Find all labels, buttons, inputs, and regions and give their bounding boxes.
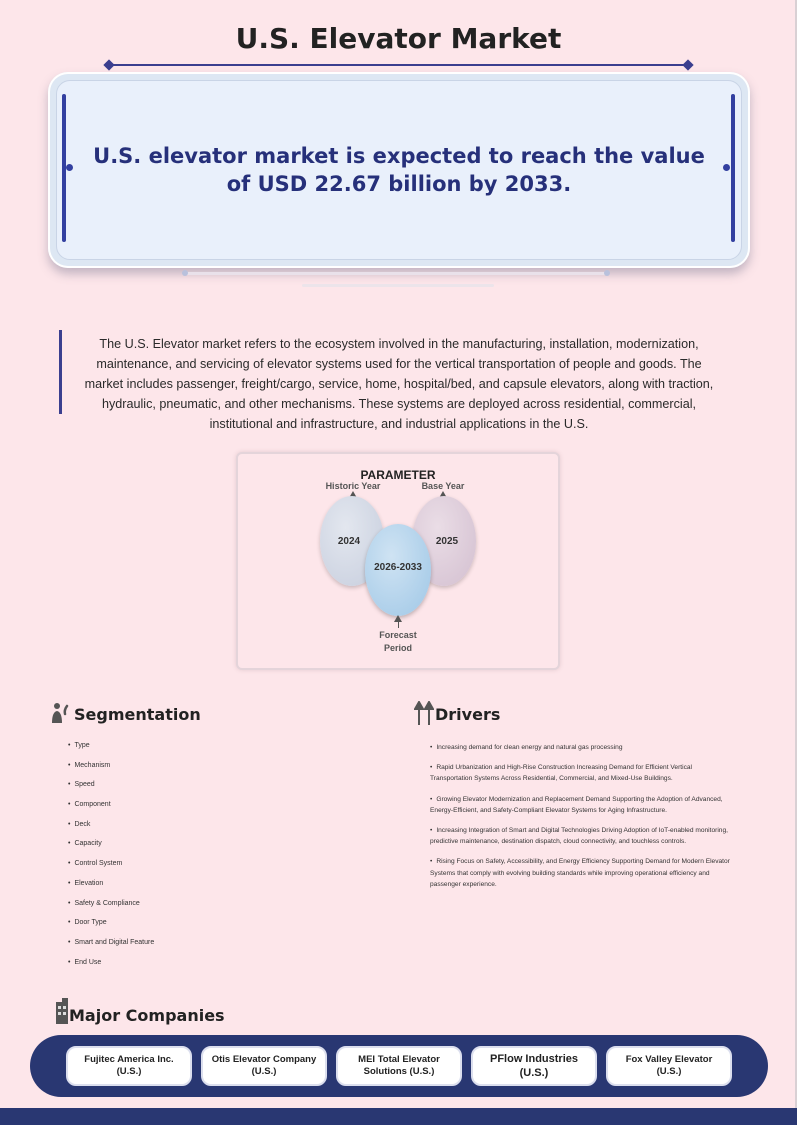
- list-item: • Type: [68, 742, 368, 762]
- historic-year-label: Historic Year: [325, 481, 381, 491]
- forecast-arrow-stem: [398, 621, 399, 628]
- list-item: • Mechanism: [68, 762, 368, 782]
- headline-right-bar: [731, 94, 735, 242]
- list-item: • Speed: [68, 781, 368, 801]
- up-arrows-icon: [414, 701, 434, 725]
- headline-underline-short: [302, 284, 494, 287]
- base-year-value: 2025: [435, 535, 459, 547]
- headline-underline-right-dot: [604, 270, 610, 276]
- company-card: PFlow Industries (U.S.): [471, 1046, 597, 1086]
- company-card: Otis Elevator Company (U.S.): [201, 1046, 327, 1086]
- building-icon: [54, 998, 70, 1024]
- list-item: • Growing Elevator Modernization and Replacement Demand Supporting the Adoption of Advanced, Energy-Efficient, and Safety-Compliant Elevator Systems for Aging Infrastructure.: [430, 794, 730, 816]
- historic-year-value: 2024: [337, 535, 361, 547]
- drivers-list: [430, 742, 730, 899]
- title-rule: [108, 64, 690, 66]
- company-card: Fox Valley Elevator (U.S.): [606, 1046, 732, 1086]
- segmentation-heading: Segmentation: [74, 705, 201, 724]
- list-item: • Smart and Digital Feature: [68, 939, 368, 959]
- headline-underline-left-dot: [182, 270, 188, 276]
- base-year-label: Base Year: [421, 481, 465, 491]
- drivers-heading: Drivers: [435, 705, 501, 724]
- page-title: U.S. Elevator Market: [235, 22, 562, 55]
- title-rule-right-diamond: [682, 59, 693, 70]
- headline-underline: [184, 272, 608, 275]
- list-item: • Component: [68, 801, 368, 821]
- headline-text: U.S. elevator market is expected to reach the value of USD 22.67 billion by 2033.: [93, 144, 705, 196]
- list-item: • Elevation: [68, 880, 368, 900]
- company-card: Fujitec America Inc. (U.S.): [66, 1046, 192, 1086]
- list-item: • Rapid Urbanization and High-Rise Construction Increasing Demand for Efficient Vertical Transportation Systems Across Residential, Commercial, and Mixed-Use Buildings.: [430, 762, 730, 784]
- headline-right-dot: [723, 164, 730, 171]
- companies-heading: Major Companies: [69, 1006, 225, 1025]
- forecast-period-circle: [365, 524, 431, 616]
- forecast-period-label: Forecast Period: [379, 630, 417, 653]
- market-description: The U.S. Elevator market refers to the ecosystem involved in the manufacturing, installation, modernization, maintenance, and servicing of elevator systems used for the vertical transportation of people and goods. The market includes passenger, freight/cargo, service, home, hospital/bed, and capsule elevators, along with traction, hydraulic, pneumatic, and other mechanisms. These systems are deployed across residential, commercial, institutional and infrastructure, and industrial applications in the U.S.: [84, 337, 714, 431]
- list-item: • Deck: [68, 821, 368, 841]
- description-accent-bar: [59, 330, 62, 414]
- people-icon: [50, 701, 74, 725]
- list-item: • End Use: [68, 959, 368, 979]
- headline-left-dot: [66, 164, 73, 171]
- company-card: MEI Total Elevator Solutions (U.S.): [336, 1046, 462, 1086]
- list-item: • Door Type: [68, 919, 368, 939]
- list-item: • Capacity: [68, 840, 368, 860]
- list-item: • Increasing Integration of Smart and Digital Technologies Driving Adoption of IoT-enabled monitoring, predictive maintenance, destination dispatch, cloud connectivity, and touchless controls.: [430, 825, 730, 847]
- parameter-title: PARAMETER: [360, 468, 436, 482]
- footer-bar: [0, 1108, 797, 1125]
- list-item: • Control System: [68, 860, 368, 880]
- list-item: • Safety & Compliance: [68, 900, 368, 920]
- segmentation-list: [68, 742, 368, 978]
- list-item: • Rising Focus on Safety, Accessibility, and Energy Efficiency Supporting Demand for Modern Elevator Systems that comply with evolving building standards while improving operational efficiency and passenger experience.: [430, 856, 730, 890]
- list-item: • Increasing demand for clean energy and natural gas processing: [430, 742, 730, 753]
- forecast-period-value: 2026-2033: [374, 561, 422, 573]
